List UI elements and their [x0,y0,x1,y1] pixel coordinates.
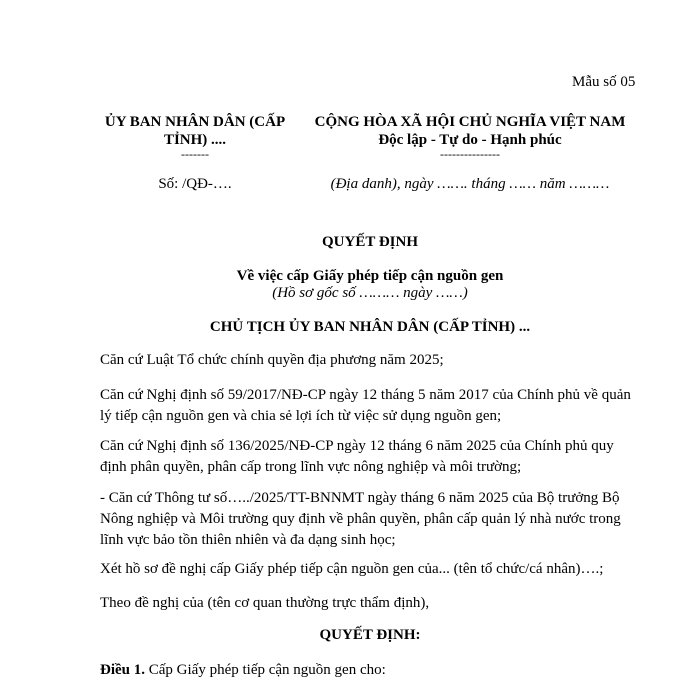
national-motto: Độc lập - Tự do - Hạnh phúc [378,132,562,148]
article-1-text: Cấp Giấy phép tiếp cận nguồn gen cho: [145,662,386,678]
agency-name-line1: ỦY BAN NHÂN DÂN (CẤP [104,114,286,130]
review-basis: Xét hồ sơ đề nghị cấp Giấy phép tiếp cận nguồn gen của... (tên tổ chức/cá nhân)….; [100,561,604,577]
decision-number: Số: /QĐ-…. [158,176,232,192]
document-title: QUYẾT ĐỊNH [322,234,418,250]
nation-name: CỘNG HÒA XÃ HỘI CHỦ NGHĨA VIỆT NAM [314,114,626,130]
proposal-basis: Theo đề nghị của (tên cơ quan thường trực thẩm định), [100,595,430,611]
legal-basis-3: Căn cứ Nghị định số 136/2025/NĐ-CP ngày 12 tháng 6 năm 2025 của Chính phủ quy định phân quyền, phân cấp trong lĩnh vực nông nghiệp và môi trường; [100,438,614,475]
motto-divider: --------------- [440,147,500,161]
agency-name-line2: TỈNH) .... [163,132,227,148]
legal-basis-4: - Căn cứ Thông tư số…../2025/TT-BNNMT ngày tháng 6 năm 2025 của Bộ trưởng Bộ Nông nghiệp và Môi trường quy định về phân quyền, phân cấp quản lý nhà nước trong lĩnh vực bảo tồn thiên nhiên và đa dạng sinh học; [100,490,621,548]
subject-note: (Hồ sơ gốc số ……… ngày ……) [272,285,468,301]
legal-basis-1: Căn cứ Luật Tổ chức chính quyền địa phương năm 2025; [100,352,444,368]
article-1 [100,662,386,679]
article-1-label: Điều 1. [100,662,145,678]
document-subject: Về việc cấp Giấy phép tiếp cận nguồn gen [236,268,504,284]
issuing-authority: CHỦ TỊCH ỦY BAN NHÂN DÂN (CẤP TỈNH) ... [209,319,531,335]
agency-divider: ------- [181,147,209,161]
legal-basis-2: Căn cứ Nghị định số 59/2017/NĐ-CP ngày 12 tháng 5 năm 2017 của Chính phủ về quản lý tiếp cận nguồn gen và chia sẻ lợi ích từ việc sử dụng nguồn gen; [100,387,631,424]
decision-heading: QUYẾT ĐỊNH: [319,627,421,643]
place-date-line: (Địa danh), ngày ……. tháng …… năm ……… [330,176,610,192]
form-number: Mẫu số 05 [572,74,636,90]
